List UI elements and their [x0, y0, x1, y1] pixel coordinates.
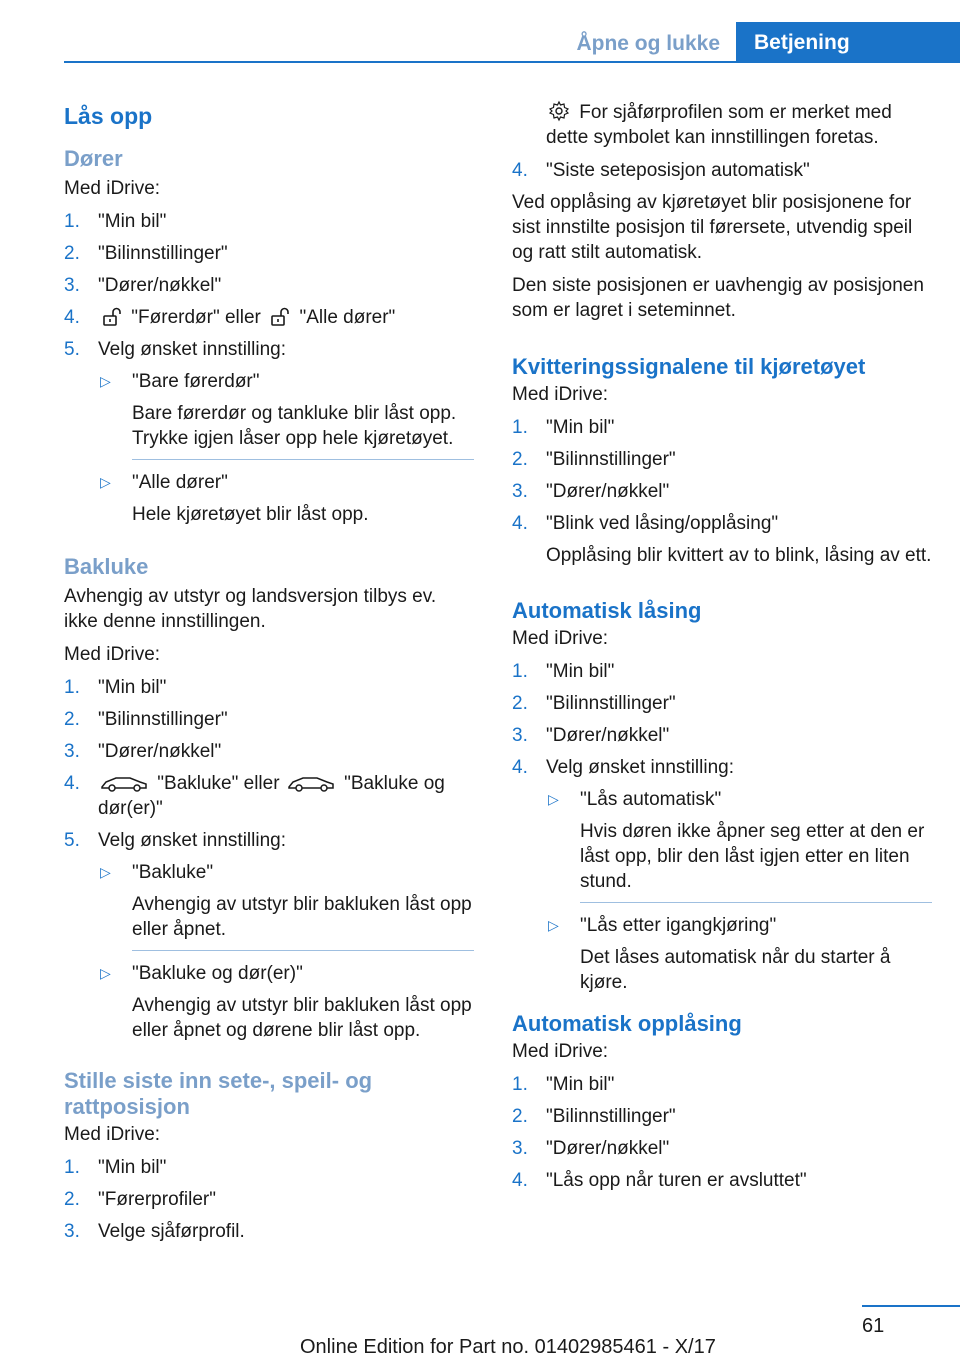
step-number: 4.: [512, 513, 528, 534]
option-description: Hvis døren ikke åpner seg etter at den er låst opp, blir den låst igjen etter en liten stund.: [580, 821, 925, 892]
autounlock-intro: Med iDrive:: [512, 1041, 609, 1062]
step-number: 2.: [64, 709, 80, 730]
tailgate-heading: Bakluke: [64, 554, 149, 579]
option-label: "Bare førerdør": [132, 371, 260, 392]
tailgate-steps: [64, 675, 474, 1043]
step-number: 1.: [512, 417, 528, 438]
right-column: [512, 100, 932, 1200]
step-number: 3.: [512, 1138, 528, 1159]
step-text: Velge sjåførprofil.: [98, 1221, 245, 1242]
option-item: [546, 913, 932, 995]
option-label: "Bakluke": [132, 862, 214, 883]
page-number: 61: [862, 1315, 885, 1337]
list-item: [512, 691, 932, 716]
list-item: [64, 305, 474, 330]
list-item: [64, 771, 474, 821]
options-list: [546, 787, 932, 995]
list-item: [64, 675, 474, 700]
confirm-intro: Med iDrive:: [512, 384, 609, 405]
step-text: "Min bil": [546, 1074, 615, 1095]
autounlock-heading: Automatisk opplåsing: [512, 1011, 742, 1036]
divider: [580, 902, 932, 903]
list-item: [64, 337, 474, 527]
list-item: [512, 511, 932, 568]
list-item: [64, 1187, 474, 1212]
option-item: [98, 470, 474, 527]
step-text: "Dører/nøkkel": [98, 275, 222, 296]
list-item: [64, 241, 474, 266]
divider: [132, 950, 474, 951]
step-number: 2.: [64, 1189, 80, 1210]
step-text: Velg ønsket innstilling:: [98, 830, 286, 851]
list-item: [512, 479, 932, 504]
step-number: 4.: [512, 1170, 528, 1191]
list-item: [512, 1136, 932, 1161]
step-text: "Min bil": [98, 1157, 167, 1178]
list-item: [512, 1072, 932, 1097]
step-text: "Bakluke og dør(er)": [98, 773, 445, 819]
profile-note-text: For sjåførprofilen som er merket med dette symbolet kan innstillingen foretas.: [546, 102, 892, 148]
confirm-steps: [512, 415, 932, 568]
list-item: [512, 158, 932, 183]
triangle-bullet-icon: ▷: [100, 965, 111, 981]
header-section-title: Åpne og lukke: [576, 32, 720, 55]
unlock-icon: [100, 307, 122, 327]
option-description: Avhengig av utstyr blir bakluken låst opp eller åpnet.: [132, 894, 472, 940]
step-text: Velg ønsket innstilling:: [546, 757, 734, 778]
step-number: 4.: [512, 160, 528, 181]
step-text: "Bilinnstillinger": [98, 709, 228, 730]
step-text: "Førerdør" eller: [131, 307, 261, 328]
list-item: [512, 755, 932, 995]
confirm-heading: Kvitteringssignalene til kjøretøyet: [512, 354, 866, 379]
option-item: [98, 860, 474, 951]
step-number: 1.: [64, 211, 80, 232]
step-number: 3.: [512, 481, 528, 502]
seat-steps-continued: [512, 158, 932, 183]
header-chapter-tab: Betjening: [736, 22, 960, 63]
step-text: "Dører/nøkkel": [546, 481, 670, 502]
triangle-bullet-icon: ▷: [548, 917, 559, 933]
footer-rule: [862, 1305, 960, 1307]
list-item: [64, 1155, 474, 1180]
option-label: "Lås etter igangkjøring": [580, 915, 777, 936]
step-number: 3.: [64, 1221, 80, 1242]
tailgate-intro: Med iDrive:: [64, 644, 161, 665]
step-number: 3.: [512, 725, 528, 746]
profile-note: [512, 100, 932, 150]
seat-intro: Med iDrive:: [64, 1124, 161, 1145]
section-title-unlock: Lås opp: [64, 103, 153, 129]
step-number: 1.: [64, 677, 80, 698]
list-item: [64, 739, 474, 764]
step-number: 5.: [64, 830, 80, 851]
seat-heading: Stille siste inn sete-, speil- og rattposisjon: [64, 1068, 373, 1119]
option-item: [98, 961, 474, 1043]
left-column: [64, 100, 474, 1251]
divider: [132, 459, 474, 460]
doors-intro: Med iDrive:: [64, 178, 161, 199]
step-number: 2.: [512, 449, 528, 470]
step-text: "Dører/nøkkel": [546, 1138, 670, 1159]
triangle-bullet-icon: ▷: [100, 474, 111, 490]
triangle-bullet-icon: ▷: [100, 864, 111, 880]
option-item: [98, 369, 474, 460]
header-rule: [64, 61, 960, 63]
step-text: "Blink ved låsing/opplåsing": [546, 513, 779, 534]
step-text: "Dører/nøkkel": [98, 741, 222, 762]
option-description: Avhengig av utstyr blir bakluken låst opp eller åpnet og dørene blir låst opp.: [132, 995, 472, 1041]
option-description: Bare førerdør og tankluke blir låst opp. Trykke igjen låser opp hele kjøretøyet.: [132, 403, 457, 449]
option-label: "Bakluke og dør(er)": [132, 963, 303, 984]
step-text: "Bilinnstillinger": [546, 693, 676, 714]
car-tailgate-icon: [100, 773, 148, 793]
step-number: 5.: [64, 339, 80, 360]
list-item: [512, 447, 932, 472]
seat-steps: [64, 1155, 474, 1244]
step-text: "Bilinnstillinger": [546, 1106, 676, 1127]
list-item: [512, 723, 932, 748]
doors-heading: Dører: [64, 146, 123, 171]
step-number: 2.: [512, 693, 528, 714]
step-text: "Siste seteposisjon automatisk": [546, 160, 810, 181]
option-label: "Lås automatisk": [580, 789, 722, 810]
autolock-steps: [512, 659, 932, 995]
step-text: "Lås opp når turen er avsluttet": [546, 1170, 807, 1191]
option-item: [546, 787, 932, 903]
list-item: [512, 1168, 932, 1193]
list-item: [64, 1219, 474, 1244]
list-item: [512, 659, 932, 684]
step-text: "Min bil": [546, 417, 615, 438]
option-description: Hele kjøretøyet blir låst opp.: [132, 504, 369, 525]
step-text: "Bilinnstillinger": [546, 449, 676, 470]
step-description: Opplåsing blir kvittert av to blink, låsing av ett.: [546, 545, 932, 566]
triangle-bullet-icon: ▷: [548, 791, 559, 807]
step-text: "Alle dører": [299, 307, 396, 328]
list-item: [64, 209, 474, 234]
step-number: 3.: [64, 275, 80, 296]
autolock-intro: Med iDrive:: [512, 628, 609, 649]
step-number: 1.: [512, 661, 528, 682]
option-description: Det låses automatisk når du starter å kjøre.: [580, 947, 891, 993]
step-number: 4.: [64, 773, 80, 794]
step-text: "Førerprofiler": [98, 1189, 216, 1210]
unlock-icon: [268, 307, 290, 327]
step-text: "Bilinnstillinger": [98, 243, 228, 264]
gear-icon: [548, 100, 570, 122]
step-text: Velg ønsket innstilling:: [98, 339, 286, 360]
step-number: 4.: [64, 307, 80, 328]
list-item: [64, 828, 474, 1043]
option-label: "Alle dører": [132, 472, 228, 493]
step-number: 1.: [64, 1157, 80, 1178]
list-item: [512, 415, 932, 440]
step-text: "Min bil": [98, 677, 167, 698]
step-text: "Min bil": [546, 661, 615, 682]
triangle-bullet-icon: ▷: [100, 373, 111, 389]
seat-paragraph-1: Ved opplåsing av kjøretøyet blir posisjonene for sist innstilte posisjon til førersete, utvendig speil og ratt stilt automatisk.: [512, 192, 913, 263]
list-item: [64, 273, 474, 298]
step-text: "Bakluke" eller: [157, 773, 280, 794]
step-number: 2.: [512, 1106, 528, 1127]
autounlock-steps: [512, 1072, 932, 1193]
step-number: 1.: [512, 1074, 528, 1095]
step-number: 2.: [64, 243, 80, 264]
car-tailgate-icon: [287, 773, 335, 793]
options-list: [98, 369, 474, 527]
autolock-heading: Automatisk låsing: [512, 598, 702, 623]
list-item: [64, 707, 474, 732]
options-list: [98, 860, 474, 1043]
list-item: [512, 1104, 932, 1129]
edition-note: Online Edition for Part no. 01402985461 - X/17: [300, 1336, 716, 1358]
seat-paragraph-2: Den siste posisjonen er uavhengig av posisjonen som er lagret i seteminnet.: [512, 275, 924, 321]
step-number: 3.: [64, 741, 80, 762]
step-text: "Min bil": [98, 211, 167, 232]
tailgate-note: Avhengig av utstyr og landsversjon tilbys ev. ikke denne innstillingen.: [64, 586, 437, 632]
step-number: 4.: [512, 757, 528, 778]
doors-steps: [64, 209, 474, 527]
step-text: "Dører/nøkkel": [546, 725, 670, 746]
